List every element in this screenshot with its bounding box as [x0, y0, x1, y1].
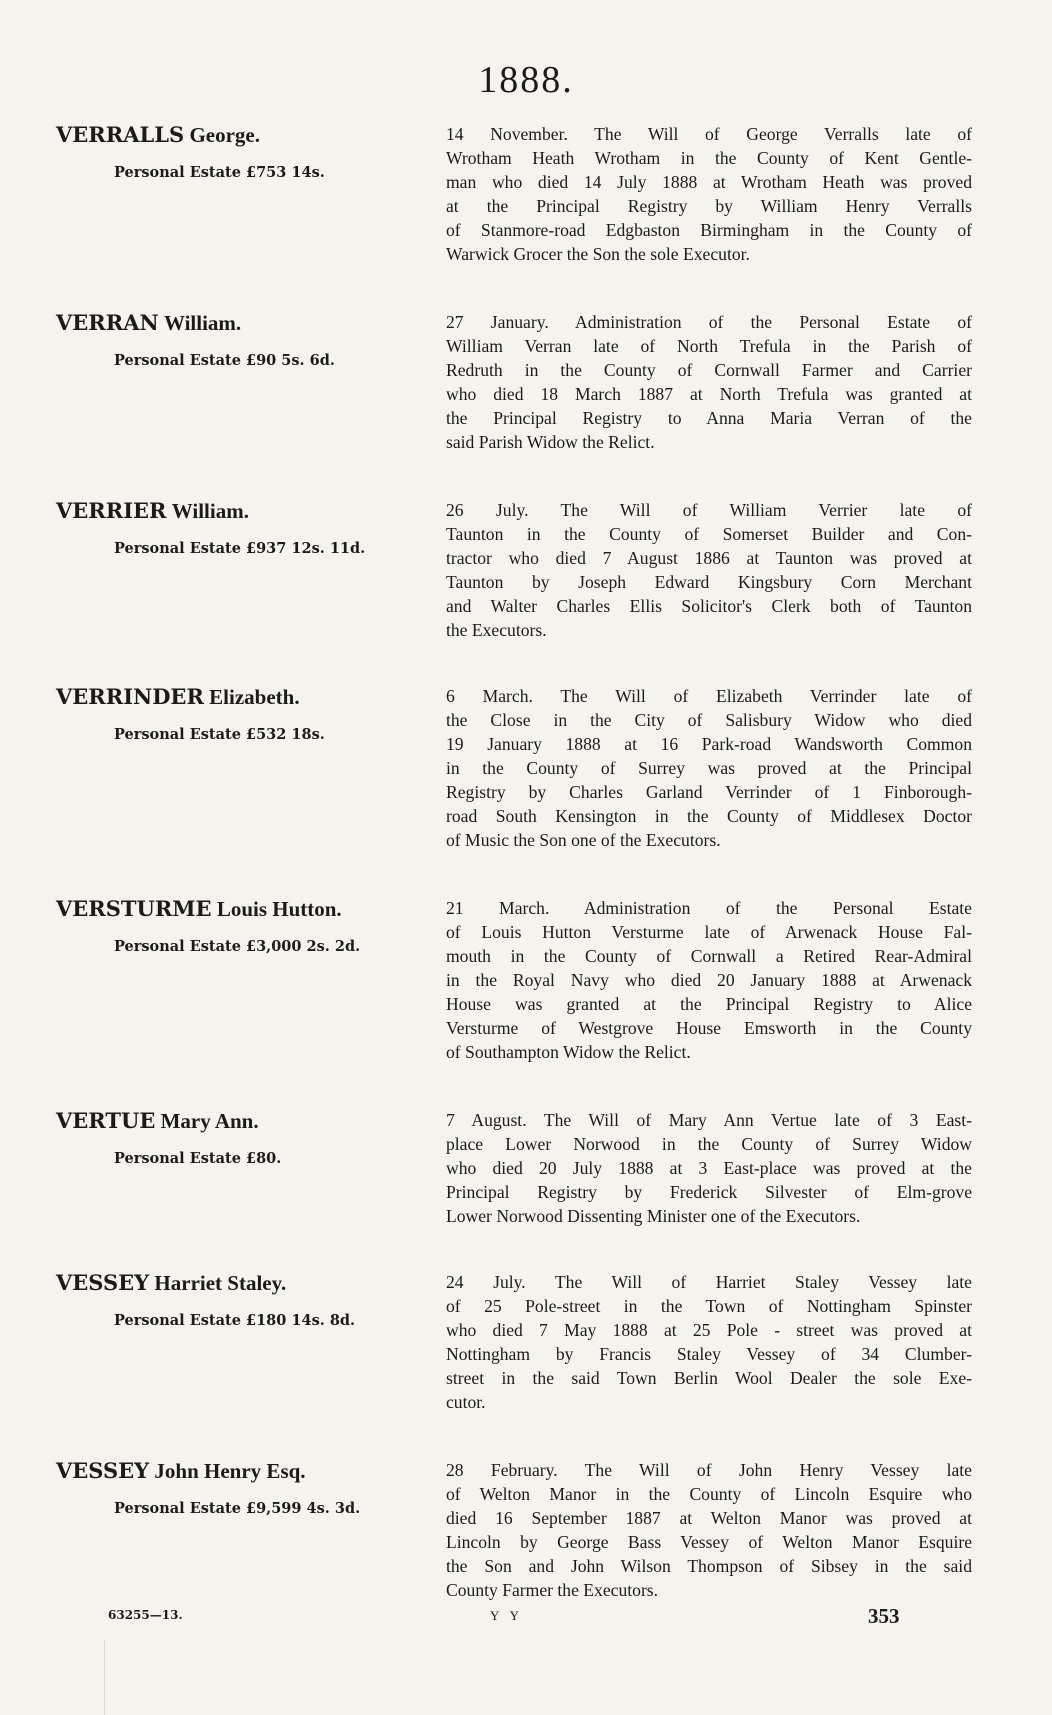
- entry-line: the Executors.: [446, 620, 547, 640]
- entry-heading: [56, 1458, 416, 1517]
- entry-line: road South Kensington in the County of Middlesex Doctor: [446, 806, 972, 826]
- entry-text: [446, 310, 972, 454]
- print-code: 63255—13.: [108, 1608, 183, 1622]
- entry-line: 26 July. The Will of William Verrier late of: [446, 500, 972, 520]
- deceased-name: [56, 1458, 416, 1484]
- deceased-name: [56, 122, 416, 148]
- entry-line: 6 March. The Will of Elizabeth Verrinder late of: [446, 686, 972, 706]
- entry-line: who died 7 May 1888 at 25 Pole - street was proved at: [446, 1320, 972, 1340]
- entry-line: County Farmer the Executors.: [446, 1580, 659, 1600]
- deceased-name: [56, 1108, 416, 1134]
- entry-heading: [56, 1108, 416, 1167]
- entry-line: William Verran late of North Trefula in the Parish of: [446, 336, 972, 356]
- entry-line: 7 August. The Will of Mary Ann Vertue late of 3 East-: [446, 1110, 972, 1130]
- entry-line: who died 20 July 1888 at 3 East-place was proved at the: [446, 1158, 972, 1178]
- surname: VERRINDER: [56, 684, 204, 709]
- entry-line: the Close in the City of Salisbury Widow who died: [446, 710, 972, 730]
- surname: VERSTURME: [56, 896, 212, 921]
- given-names: William.: [163, 311, 242, 335]
- entry-text: [446, 684, 972, 852]
- entry-heading: [56, 896, 416, 955]
- personal-estate: Personal Estate £532 18s.: [114, 726, 325, 743]
- entry-line: Registry by Charles Garland Verrinder of 1 Finborough-: [446, 782, 972, 802]
- entry-line: Principal Registry by Frederick Silvester of Elm-grove: [446, 1182, 972, 1202]
- entry-line: died 16 September 1887 at Welton Manor was proved at: [446, 1508, 972, 1528]
- entry-line: of Music the Son one of the Executors.: [446, 830, 721, 850]
- page-number: 353: [868, 1604, 900, 1628]
- personal-estate: Personal Estate £937 12s. 11d.: [114, 540, 366, 557]
- surname: VERTUE: [56, 1108, 156, 1133]
- entry-line: Versturme of Westgrove House Emsworth in the County: [446, 1018, 972, 1038]
- entry-text: [446, 1458, 972, 1602]
- surname: VERRIER: [56, 498, 167, 523]
- entry-line: in the Royal Navy who died 20 January 1888 at Arwenack: [446, 970, 972, 990]
- entry-line: Lincoln by George Bass Vessey of Welton Manor Esquire: [446, 1532, 972, 1552]
- entry-line: Taunton in the County of Somerset Builder and Con-: [446, 524, 972, 544]
- given-names: Harriet Staley.: [154, 1271, 287, 1295]
- entry-line: 14 November. The Will of George Verralls late of: [446, 124, 972, 144]
- entry-line: Wrotham Heath Wrotham in the County of Kent Gentle-: [446, 148, 972, 168]
- given-names: George.: [189, 123, 260, 147]
- entry-line: Warwick Grocer the Son the sole Executor.: [446, 244, 750, 264]
- personal-estate: Personal Estate £180 14s. 8d.: [114, 1312, 356, 1329]
- entry-line: Nottingham by Francis Staley Vessey of 34 Clumber-: [446, 1344, 972, 1364]
- entry-text: [446, 498, 972, 642]
- surname: VESSEY: [56, 1270, 150, 1295]
- entry-line: of Louis Hutton Versturme late of Arwenack House Fal-: [446, 922, 972, 942]
- entry-line: Lower Norwood Dissenting Minister one of the Executors.: [446, 1206, 861, 1226]
- entry-text: [446, 122, 972, 266]
- deceased-name: [56, 1270, 416, 1296]
- entry-line: street in the said Town Berlin Wool Dealer the sole Exe-: [446, 1368, 972, 1388]
- entry-heading: [56, 1270, 416, 1329]
- entry-line: cutor.: [446, 1392, 486, 1412]
- entry-line: 24 July. The Will of Harriet Staley Vessey late: [446, 1272, 972, 1292]
- entry-line: Redruth in the County of Cornwall Farmer and Carrier: [446, 360, 972, 380]
- entry-line: the Principal Registry to Anna Maria Verran of the: [446, 408, 972, 428]
- entry-line: 19 January 1888 at 16 Park-road Wandsworth Common: [446, 734, 972, 754]
- entry-line: of 25 Pole-street in the Town of Nottingham Spinster: [446, 1296, 972, 1316]
- personal-estate: Personal Estate £753 14s.: [114, 164, 325, 181]
- surname: VERRALLS: [56, 122, 185, 147]
- entry-line: man who died 14 July 1888 at Wrotham Heath was proved: [446, 172, 972, 192]
- entry-line: of Stanmore-road Edgbaston Birmingham in the County of: [446, 220, 972, 240]
- signature-mark: Y Y: [490, 1608, 524, 1623]
- entry-text: [446, 896, 972, 1064]
- deceased-name: [56, 896, 416, 922]
- entry-text: [446, 1108, 972, 1228]
- entry-line: who died 18 March 1887 at North Trefula was granted at: [446, 384, 972, 404]
- entry-line: 21 March. Administration of the Personal Estate: [446, 898, 972, 918]
- entry-line: the Son and John Wilson Thompson of Sibsey in the said: [446, 1556, 972, 1576]
- entry-line: of Southampton Widow the Relict.: [446, 1042, 691, 1062]
- personal-estate: Personal Estate £80.: [114, 1150, 282, 1167]
- deceased-name: [56, 498, 416, 524]
- deceased-name: [56, 310, 416, 336]
- given-names: Elizabeth.: [209, 685, 300, 709]
- entry-line: House was granted at the Principal Registry to Alice: [446, 994, 972, 1014]
- entry-heading: [56, 684, 416, 743]
- entry-line: at the Principal Registry by William Henry Verralls: [446, 196, 972, 216]
- page-year: 1888.: [478, 59, 574, 101]
- entry-line: 28 February. The Will of John Henry Vessey late: [446, 1460, 972, 1480]
- entry-line: Taunton by Joseph Edward Kingsbury Corn Merchant: [446, 572, 972, 592]
- margin-rule: [104, 1640, 105, 1715]
- entry-line: in the County of Surrey was proved at the Principal: [446, 758, 972, 778]
- personal-estate: Personal Estate £9,599 4s. 3d.: [114, 1500, 361, 1517]
- deceased-name: [56, 684, 416, 710]
- entry-line: said Parish Widow the Relict.: [446, 432, 655, 452]
- given-names: Louis Hutton.: [216, 897, 342, 921]
- personal-estate: Personal Estate £3,000 2s. 2d.: [114, 938, 361, 955]
- entry-heading: [56, 122, 416, 181]
- surname: VERRAN: [56, 310, 159, 335]
- entry-heading: [56, 498, 416, 557]
- entry-line: and Walter Charles Ellis Solicitor's Clerk both of Taunton: [446, 596, 972, 616]
- entry-text: [446, 1270, 972, 1414]
- personal-estate: Personal Estate £90 5s. 6d.: [114, 352, 335, 369]
- entry-line: of Welton Manor in the County of Lincoln Esquire who: [446, 1484, 972, 1504]
- given-names: Mary Ann.: [160, 1109, 259, 1133]
- entry-line: tractor who died 7 August 1886 at Taunton was proved at: [446, 548, 972, 568]
- given-names: William.: [171, 499, 249, 523]
- entry-line: mouth in the County of Cornwall a Retired Rear-Admiral: [446, 946, 972, 966]
- entry-line: 27 January. Administration of the Personal Estate of: [446, 312, 972, 332]
- entry-heading: [56, 310, 416, 369]
- surname: VESSEY: [56, 1458, 150, 1483]
- entry-line: place Lower Norwood in the County of Surrey Widow: [446, 1134, 972, 1154]
- given-names: John Henry Esq.: [154, 1459, 306, 1483]
